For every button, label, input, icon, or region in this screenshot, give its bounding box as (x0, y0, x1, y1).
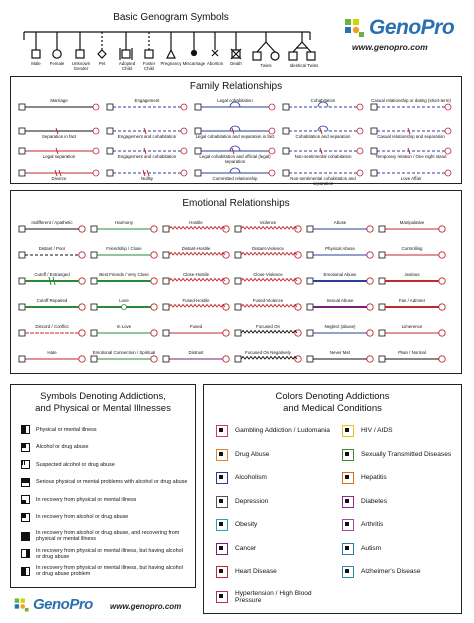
symbol-label: Pet (98, 61, 106, 66)
family-relation-label: Legal separation (42, 154, 76, 159)
emotional-relation-label: Distant-Hostile (181, 246, 211, 251)
emotional-relation-line (235, 304, 301, 310)
emotional-relation-label: Fused-Hostile (182, 298, 210, 303)
condition-color-row (216, 566, 334, 578)
emotional-relation-label: Controlling (401, 246, 423, 251)
condition-color-row (216, 496, 334, 508)
family-relation-label: Cohabitation and separation (295, 134, 351, 139)
emotional-relation-line (307, 330, 373, 336)
condition-color-label: Heart Disease (235, 568, 277, 576)
addiction-symbol-row (21, 478, 189, 487)
genopro-logo-top (344, 16, 454, 40)
condition-color-label: Arthritis (361, 521, 384, 529)
emotional-relation-line (163, 356, 229, 362)
emotional-relation-label: Manipulative (399, 220, 425, 225)
emotional-relation-line (91, 304, 157, 310)
emotional-relation-label: Distant-Violence (252, 246, 284, 251)
family-relation-label: Non-sentimental cohabitation (294, 154, 352, 159)
family-relation-label: Love Affair (400, 176, 422, 181)
condition-color-icon (216, 519, 228, 531)
emotional-relation-line (307, 278, 373, 284)
emotional-relation-label: Fan / Admirer (398, 298, 426, 303)
emotional-relation-line (379, 278, 445, 284)
family-relation-label: Legal cohabitation and official (legal) separation (199, 154, 271, 164)
logo-text: GenoPro (369, 16, 455, 39)
addiction-symbol-label: Suspected alcohol or drug abuse (36, 461, 115, 468)
colors-panel (203, 384, 462, 614)
condition-color-icon (342, 496, 354, 508)
genopro-logo-bottom (14, 596, 93, 613)
logo-url-bottom[interactable]: www.genopro.com (110, 602, 182, 611)
emotional-relation-line (91, 278, 157, 284)
emotional-relation-label: Plain / Normal (398, 350, 426, 355)
condition-color-label: Autism (361, 544, 382, 552)
emotional-relation-label: Abuse (333, 220, 347, 225)
emotional-relation-label: Friendship / Close (106, 246, 142, 251)
addiction-symbol-row (21, 513, 189, 522)
emotional-relation-label: Discord / Conflict (35, 324, 69, 329)
family-relation-label: Engagement and cohabitation (117, 134, 177, 139)
symbol-label: Foster Child (142, 61, 156, 71)
addiction-symbol-row (21, 530, 189, 542)
emotional-relation-label: Love (119, 298, 129, 303)
condition-color-label: HIV / AIDS (361, 427, 393, 435)
family-relation-label: Non-sentimental cohabitation and separation (290, 176, 356, 186)
condition-color-label: Hypertension / High Blood Pressure (235, 589, 312, 604)
emotional-relation-line (163, 278, 229, 284)
family-relation-line (371, 104, 451, 110)
addiction-symbol-label: In recovery from alcohol or drug abuse, and recovering from physical or mental illness (36, 530, 180, 542)
emotional-relation-label: Sexual Abuse (326, 298, 354, 303)
emotional-relation-label: Neglect (abuse) (324, 324, 356, 329)
addiction-symbol-label: In recovery from physical or mental illness, but having alcohol or drug abuse problem (36, 565, 183, 577)
emotional-relation-line (235, 226, 301, 232)
condition-color-label: Gambling Addiction / Ludomania (235, 427, 330, 435)
condition-color-row (216, 519, 334, 531)
emotional-relation-label: Distrust (188, 350, 204, 355)
condition-color-row (342, 425, 460, 437)
addiction-symbol-label: Physical or mental illness (36, 426, 97, 433)
family-relation-label: Separation in fact (41, 134, 77, 139)
family-relation-label: Casual relationship or dating (short-term) (371, 98, 451, 103)
family-relation-line (283, 102, 363, 110)
emotional-relation-line (379, 252, 445, 258)
emotional-relation-line (163, 304, 229, 310)
emotional-relation-label: Focused On (256, 324, 280, 329)
condition-color-icon (342, 566, 354, 578)
symbol-label: Pregnancy (160, 61, 182, 66)
emotional-relation-line (379, 330, 445, 336)
emotional-relation-label: Cutoff Repaired (36, 298, 68, 303)
emotional-relation-label: Indifferent / Apathetic (31, 220, 73, 225)
family-relationships-panel (10, 76, 462, 184)
addiction-symbol-label: In recovery from alcohol or drug abuse (36, 514, 129, 520)
addiction-symbol-label: Serious physical or mental problems with alcohol or drug abuse (36, 479, 188, 485)
family-relation-label: Engagement and cohabitation (117, 154, 177, 159)
emotional-relation-line (19, 330, 85, 336)
condition-color-icon (342, 425, 354, 437)
emotional-relation-label: Distant / Poor (38, 246, 66, 251)
addiction-symbol-icon (21, 425, 30, 434)
emotional-relationships-panel (10, 190, 462, 374)
condition-color-row (216, 449, 334, 461)
emotional-relation-label: Close-Hostile (182, 272, 210, 277)
family-relation-label: Divorce (51, 176, 67, 181)
family-relation-line (195, 102, 275, 110)
emotional-relation-line (307, 356, 373, 362)
family-relation-label: Legal cohabitation and separation in fact (195, 134, 275, 139)
emotional-relation-label: Fused (189, 324, 203, 329)
emotional-relation-label: Hostile (189, 220, 203, 225)
emotional-relation-line (307, 226, 373, 232)
condition-color-label: Depression (235, 497, 269, 505)
condition-color-label: Obesity (235, 521, 258, 529)
emotional-relation-line (163, 252, 229, 258)
emotional-relation-label: Emotional Abuse (323, 272, 357, 277)
addiction-symbol-row (21, 495, 189, 504)
addiction-symbol-icon (21, 513, 30, 522)
emotional-relation-line (307, 304, 373, 310)
emotional-relation-line (379, 304, 445, 310)
condition-color-icon (342, 543, 354, 555)
symbol-label: Death (230, 61, 242, 66)
condition-color-icon (216, 543, 228, 555)
emotional-relation-label: Close-Violence (253, 272, 283, 277)
condition-color-row (216, 543, 334, 555)
family-relation-label: Marriage (50, 98, 68, 103)
condition-color-icon (342, 472, 354, 484)
emotional-relation-line (235, 330, 301, 336)
condition-color-icon (342, 519, 354, 531)
emotional-relation-line (19, 277, 85, 285)
emotional-relation-label: Focused On Negatively (245, 350, 291, 355)
symbol-label: Abortion (206, 61, 224, 66)
family-relation-label: Casual relationship and separation (377, 134, 445, 139)
addiction-symbol-icon (21, 532, 30, 541)
condition-color-icon (342, 449, 354, 461)
condition-color-icon (216, 472, 228, 484)
addiction-symbol-icon (21, 495, 30, 504)
emotional-relation-line (91, 356, 157, 362)
symbol-label: Unknown Gender (71, 61, 91, 71)
addictions-panel (10, 384, 196, 588)
emotional-relation-line (235, 278, 301, 284)
emotional-relation-label: Physical Abuse (325, 246, 355, 251)
condition-color-label: Hepatitis (361, 474, 387, 482)
condition-color-row (342, 566, 460, 578)
emotional-relation-label: Jealous (404, 272, 420, 277)
family-relation-line (195, 168, 275, 176)
symbol-label: Female (49, 61, 65, 66)
condition-color-row (342, 496, 460, 508)
emotional-relation-line (19, 304, 85, 310)
family-relation-label: Legal cohabitation (217, 98, 253, 103)
addiction-symbol-row (21, 460, 189, 469)
family-relation-label: Nullity (141, 176, 153, 181)
emotional-relation-line (163, 226, 229, 232)
family-relation-line (195, 126, 275, 134)
family-relation-line (107, 104, 187, 110)
condition-color-icon (216, 591, 228, 603)
condition-color-icon (216, 425, 228, 437)
family-title: Family Relationships (189, 81, 283, 92)
addictions-title-2: and Physical or Mental Illnesses (35, 403, 171, 414)
addiction-symbol-icon (21, 460, 30, 469)
condition-color-row (342, 449, 460, 461)
genopro-logo-icon (344, 17, 366, 39)
condition-color-label: Sexually Transmitted Diseases (361, 450, 452, 458)
basic-symbols-panel (10, 8, 332, 72)
addiction-symbol-row (21, 548, 189, 560)
condition-color-row (342, 472, 460, 484)
condition-color-icon (216, 449, 228, 461)
emotional-relation-label: Best Friends / Very Close (99, 272, 149, 277)
emotional-relation-line (379, 226, 445, 232)
condition-color-icon (216, 566, 228, 578)
symbol-label: Adopted Child (118, 61, 136, 71)
family-relation-label: Temporary relation / One night stand (375, 154, 447, 159)
family-diagram (11, 77, 463, 185)
condition-color-row (216, 425, 334, 437)
logo-url-top[interactable]: www.genopro.com (352, 42, 428, 52)
basic-symbols-title: Basic Genogram Symbols (113, 12, 229, 23)
addiction-symbol-row (21, 443, 189, 452)
condition-color-label: Alzheimer's Disease (361, 568, 421, 576)
symbol-label: Twins (260, 63, 272, 68)
emotional-relation-line (379, 356, 445, 362)
condition-color-icon (216, 496, 228, 508)
family-relation-label: Cohabitation (310, 98, 336, 103)
emotional-relation-line (235, 356, 301, 362)
emotional-relation-label: In Love (116, 324, 132, 329)
logo-text: GenoPro (33, 596, 93, 613)
family-relation-label: Engagement (134, 98, 160, 103)
emotional-diagram (11, 191, 463, 375)
emotional-relation-label: Fused-Violence (252, 298, 284, 303)
condition-color-row (216, 590, 334, 605)
emotional-relation-label: Harmony (115, 220, 133, 225)
addiction-symbol-row (21, 425, 189, 434)
addiction-symbol-icon (21, 549, 30, 558)
addiction-symbol-row (21, 565, 189, 577)
symbol-label: Miscarriage (182, 61, 206, 66)
emotional-relation-line (91, 330, 157, 336)
condition-color-row (342, 543, 460, 555)
family-relation-line (195, 146, 275, 154)
family-relation-line (283, 126, 363, 134)
condition-color-label: Drug Abuse (235, 450, 270, 458)
addiction-symbol-icon (21, 443, 30, 452)
addictions-title-1: Symbols Denoting Addictions, (40, 391, 166, 402)
symbol-label: Male (31, 61, 41, 66)
genopro-logo-icon (14, 597, 30, 613)
emotional-relation-label: Hate (47, 350, 57, 355)
family-relation-label: Committed relationship (212, 176, 258, 181)
emotional-relation-line (91, 252, 157, 258)
emotional-relation-line (235, 252, 301, 258)
emotional-relation-line (19, 226, 85, 232)
emotional-relation-label: Violence (259, 220, 277, 225)
emotional-relation-label: Emotional Connection / Spiritual (92, 350, 156, 355)
addiction-symbol-label: In recovery from physical or mental illness, but having alcohol or drug abuse (36, 547, 183, 560)
symbol-label: Identical Twins (289, 63, 319, 68)
addiction-symbol-label: In recovery from physical or mental illness (36, 496, 137, 503)
emotional-relation-line (91, 226, 157, 232)
colors-title-1: Colors Denoting Addictions (275, 391, 390, 402)
addiction-symbol-label: Alcohol or drug abuse (36, 444, 89, 450)
condition-color-label: Cancer (235, 544, 257, 552)
emotional-relation-line (19, 252, 85, 258)
emotional-relation-line (19, 356, 85, 362)
condition-color-label: Diabetes (361, 497, 388, 505)
condition-color-label: Alcoholism (235, 474, 267, 482)
condition-color-row (216, 472, 334, 484)
family-relation-line (19, 104, 99, 110)
emotional-relation-line (163, 330, 229, 336)
emotional-relation-label: Limerence (401, 324, 423, 329)
emotional-relation-label: Never Met (329, 350, 351, 355)
emotional-relation-label: Cutoff / Estranged (34, 272, 70, 277)
addiction-symbol-icon (21, 478, 30, 487)
colors-title-2: and Medical Conditions (283, 403, 382, 414)
emotional-relation-line (307, 252, 373, 258)
addiction-symbol-icon (21, 567, 30, 576)
condition-color-row (342, 519, 460, 531)
emotional-title: Emotional Relationships (182, 198, 290, 209)
